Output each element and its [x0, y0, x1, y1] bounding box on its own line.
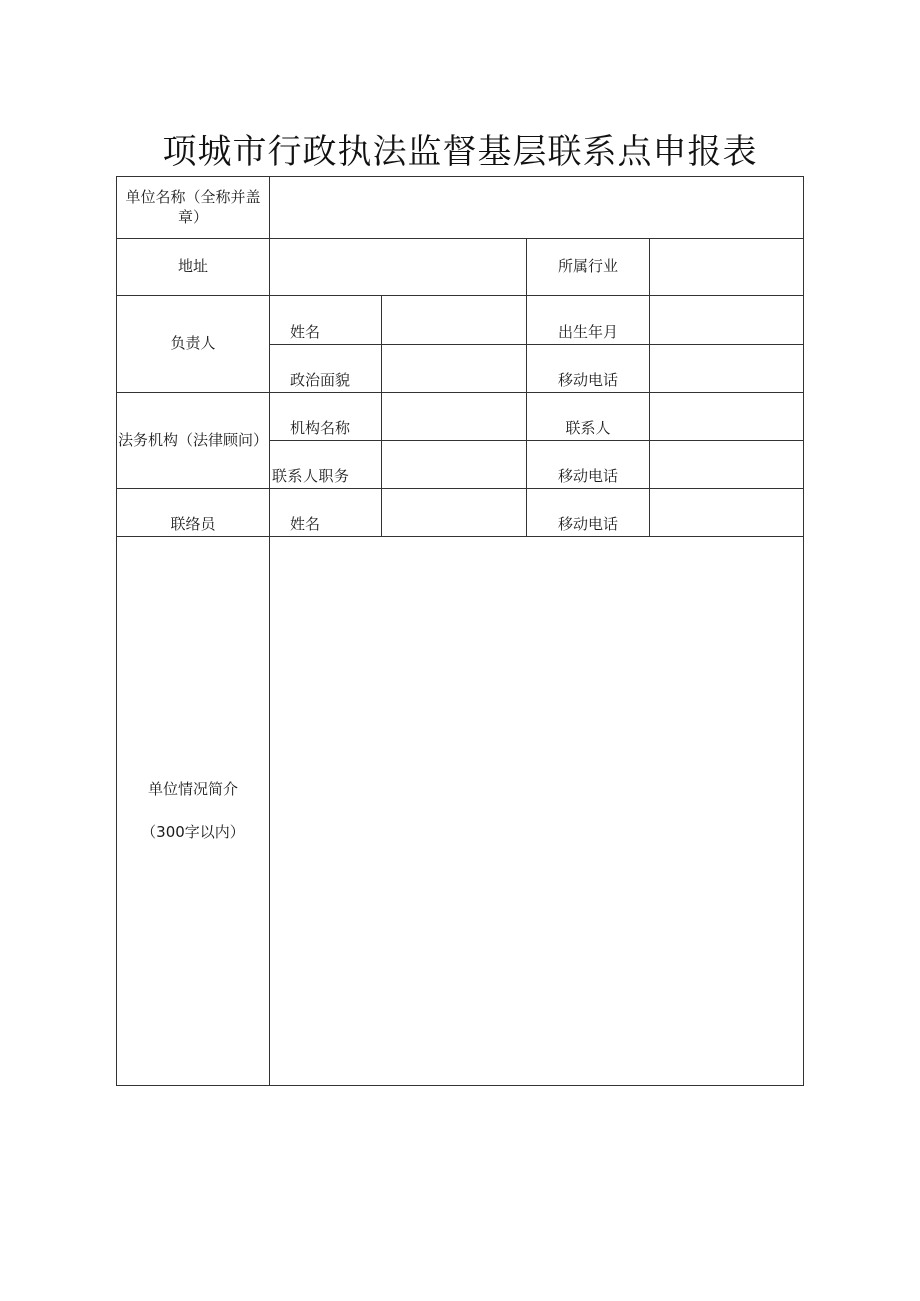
legal-org-field[interactable] — [382, 393, 527, 441]
legal-mobile-field[interactable] — [650, 441, 804, 489]
unit-name-label — [117, 177, 270, 239]
intro-label-cell — [117, 537, 270, 1086]
liaison-label: 联络员 — [117, 489, 270, 537]
legal-contact-label: 联系人 — [527, 393, 650, 441]
legal-mobile-label: 移动电话 — [527, 441, 650, 489]
industry-field[interactable] — [650, 239, 804, 296]
leader-mobile-label: 移动电话 — [527, 345, 650, 393]
legal-contact-title-label: 联系人职务 — [270, 441, 382, 489]
leader-label: 负责人 — [117, 296, 270, 393]
unit-name-field[interactable] — [270, 177, 804, 239]
liaison-mobile-field[interactable] — [650, 489, 804, 537]
liaison-name-field[interactable] — [382, 489, 527, 537]
leader-name-label: 姓名 — [270, 296, 382, 345]
unit-name-label-text: 单位名称（全称并盖章） — [125, 188, 261, 226]
leader-political-field[interactable] — [382, 345, 527, 393]
leader-name-field[interactable] — [382, 296, 527, 345]
liaison-mobile-label: 移动电话 — [527, 489, 650, 537]
intro-field[interactable] — [270, 537, 804, 1086]
row-leader-1 — [117, 296, 804, 345]
legal-contact-field[interactable] — [650, 393, 804, 441]
row-unit-name — [117, 177, 804, 239]
row-liaison — [117, 489, 804, 537]
intro-note: （300字以内） — [141, 823, 245, 841]
legal-label-text: 法务机构（法律顾问） — [117, 430, 268, 449]
row-address — [117, 239, 804, 296]
form-title: 项城市行政执法监督基层联系点申报表 — [162, 132, 758, 172]
legal-org-label: 机构名称 — [270, 393, 382, 441]
row-legal-1 — [117, 393, 804, 441]
leader-birth-label: 出生年月 — [527, 296, 650, 345]
industry-label: 所属行业 — [527, 239, 650, 296]
leader-birth-field[interactable] — [650, 296, 804, 345]
address-label: 地址 — [117, 239, 270, 296]
application-form-table — [116, 176, 804, 1086]
row-intro — [117, 537, 804, 1086]
address-field[interactable] — [270, 239, 527, 296]
legal-contact-title-field[interactable] — [382, 441, 527, 489]
liaison-name-label: 姓名 — [270, 489, 382, 537]
intro-label: 单位情况简介 — [147, 779, 238, 798]
leader-mobile-field[interactable] — [650, 345, 804, 393]
leader-political-label: 政治面貌 — [270, 345, 382, 393]
legal-label — [117, 393, 270, 489]
